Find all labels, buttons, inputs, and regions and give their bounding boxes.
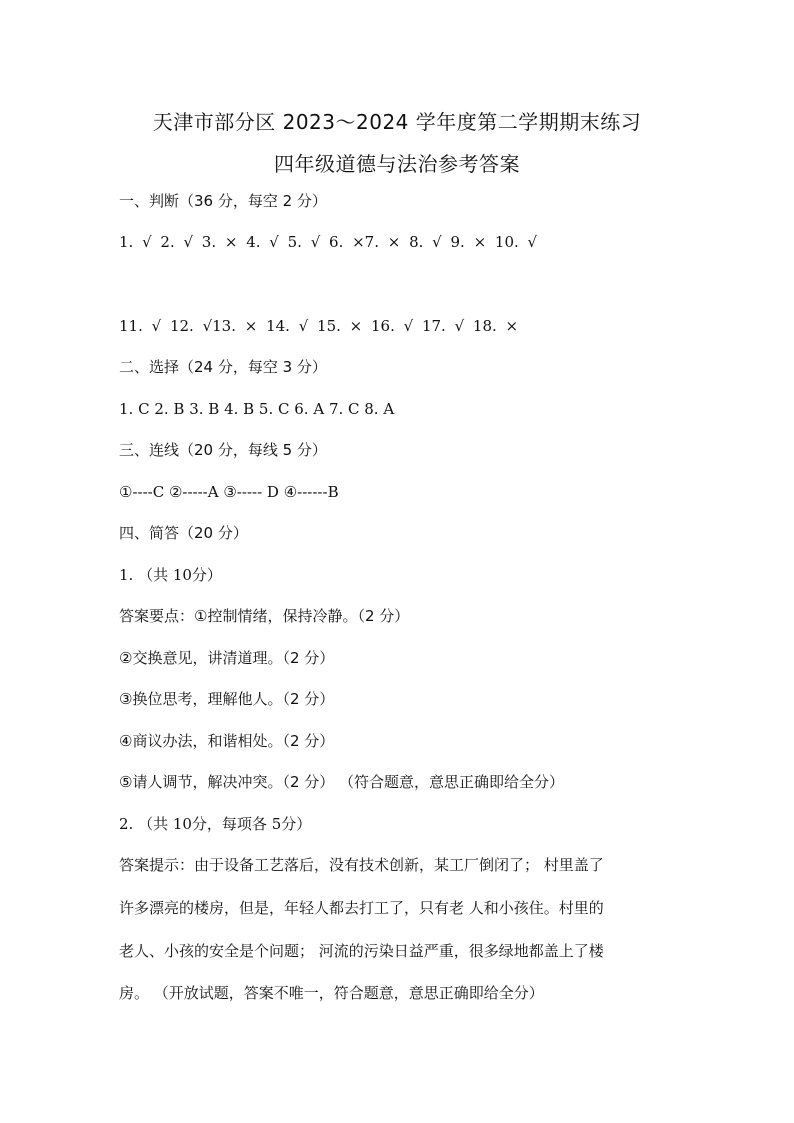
question-2-label: 2. （共 10分，每项各 5分） bbox=[119, 815, 312, 833]
section-3-heading: 三、连线（20 分，每线 5 分） bbox=[119, 441, 327, 459]
section-1-answers-row-1: 1. √ 2. √ 3. × 4. √ 5. √ 6. ×7. × 8. √ 9. × 10. √ bbox=[119, 233, 538, 251]
document-subtitle: 四年级道德与法治参考答案 bbox=[274, 152, 520, 176]
question-2-text-line-3: 老人、小孩的安全是个问题； 河流的污染日益严重，很多绿地都盖上了楼 bbox=[119, 942, 604, 960]
section-2-heading: 二、选择（24 分，每空 3 分） bbox=[119, 358, 327, 376]
section-1-answers-row-2: 11. √ 12. √13. × 14. √ 15. × 16. √ 17. √ 18. × bbox=[119, 317, 519, 335]
question-2-text-line-4: 房。 （开放试题，答案不唯一，符合题意，意思正确即给全分） bbox=[119, 984, 544, 1002]
question-1-label: 1. （共 10分） bbox=[119, 566, 222, 584]
section-4-heading: 四、简答（20 分） bbox=[119, 524, 248, 542]
section-2-answers: 1. C 2. B 3. B 4. B 5. C 6. A 7. C 8. A bbox=[119, 400, 395, 418]
question-1-point-3: ③换位思考，理解他人。（2 分） bbox=[119, 690, 335, 708]
document-title: 天津市部分区 2023～2024 学年度第二学期期末练习 bbox=[152, 110, 642, 134]
section-1-heading: 一、判断（36 分，每空 2 分） bbox=[119, 192, 327, 210]
question-1-point-2: ②交换意见，讲清道理。（2 分） bbox=[119, 649, 335, 667]
section-3-answers: ①----C ②-----A ③----- D ④------B bbox=[119, 483, 339, 501]
question-1-point-4: ④商议办法，和谐相处。（2 分） bbox=[119, 732, 335, 750]
question-1-point-5: ⑤请人调节，解决冲突。（2 分） （符合题意，意思正确即给全分） bbox=[119, 773, 565, 791]
question-1-point-1: 答案要点：①控制情绪，保持冷静。（2 分） bbox=[119, 607, 410, 625]
question-2-text-line-1: 答案提示：由于设备工艺落后，没有技术创新，某工厂倒闭了； 村里盖了 bbox=[119, 856, 604, 874]
question-2-text-line-2: 许多漂亮的楼房，但是，年轻人都去打工了，只有老 人和小孩住。村里的 bbox=[119, 899, 604, 917]
